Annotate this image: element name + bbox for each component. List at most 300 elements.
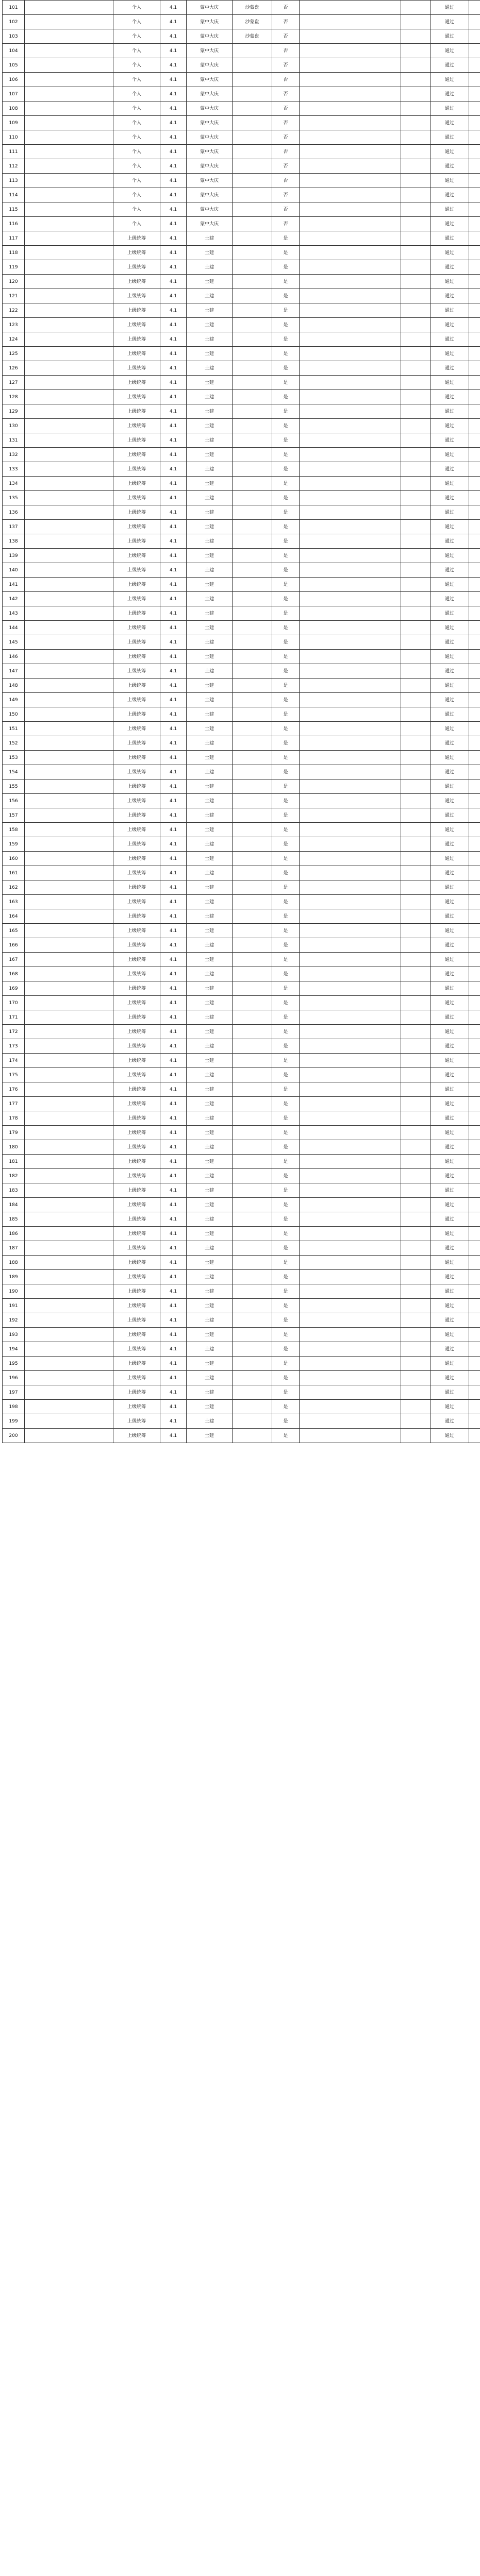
cell-description (300, 953, 401, 967)
cell-item-name (25, 202, 113, 217)
cell-row-number: 181 (3, 1155, 25, 1169)
cell-note (469, 462, 480, 477)
cell-remark (401, 1039, 431, 1054)
cell-score: 4.1 (160, 1400, 187, 1414)
cell-note (469, 880, 480, 895)
cell-flag: 是 (272, 1357, 300, 1371)
cell-description (300, 87, 401, 101)
cell-unit-type: 上级统筹 (113, 779, 160, 794)
cell-remark (401, 174, 431, 188)
cell-score: 4.1 (160, 664, 187, 679)
table-row (3, 246, 480, 260)
cell-score: 4.1 (160, 1, 187, 15)
table-row (3, 448, 480, 462)
table-row (3, 1270, 480, 1284)
cell-owner (233, 1429, 272, 1443)
cell-status: 通过 (431, 1429, 469, 1443)
cell-row-number: 109 (3, 116, 25, 130)
cell-score: 4.1 (160, 332, 187, 347)
table-row (3, 1313, 480, 1328)
cell-owner (233, 1111, 272, 1126)
cell-flag: 是 (272, 289, 300, 303)
cell-remark (401, 1212, 431, 1227)
cell-item-name (25, 938, 113, 953)
cell-unit-type: 上级统筹 (113, 592, 160, 606)
cell-unit-type: 个人 (113, 202, 160, 217)
cell-status: 通过 (431, 953, 469, 967)
cell-note (469, 1342, 480, 1357)
cell-score: 4.1 (160, 246, 187, 260)
cell-owner (233, 751, 272, 765)
cell-flag: 是 (272, 1270, 300, 1284)
table-row (3, 996, 480, 1010)
cell-remark (401, 419, 431, 433)
cell-status: 通过 (431, 1414, 469, 1429)
cell-status: 通过 (431, 217, 469, 231)
cell-flag: 是 (272, 1111, 300, 1126)
cell-owner (233, 852, 272, 866)
cell-flag: 否 (272, 58, 300, 73)
cell-remark (401, 1054, 431, 1068)
cell-note (469, 1068, 480, 1082)
table-row (3, 1429, 480, 1443)
cell-category: 土建 (187, 534, 233, 549)
table-row (3, 1414, 480, 1429)
table-row (3, 1342, 480, 1357)
cell-remark (401, 1155, 431, 1169)
cell-flag: 是 (272, 1198, 300, 1212)
cell-owner (233, 361, 272, 376)
cell-flag: 是 (272, 303, 300, 318)
cell-item-name (25, 1371, 113, 1385)
cell-flag: 是 (272, 332, 300, 347)
cell-score: 4.1 (160, 87, 187, 101)
cell-row-number: 144 (3, 621, 25, 635)
cell-category: 土建 (187, 592, 233, 606)
cell-remark (401, 361, 431, 376)
cell-row-number: 114 (3, 188, 25, 202)
cell-status: 通过 (431, 174, 469, 188)
cell-item-name (25, 448, 113, 462)
cell-unit-type: 上级统筹 (113, 578, 160, 592)
cell-row-number: 166 (3, 938, 25, 953)
cell-status: 通过 (431, 592, 469, 606)
cell-unit-type: 上级统筹 (113, 505, 160, 520)
cell-remark (401, 1140, 431, 1155)
cell-status: 通过 (431, 491, 469, 505)
cell-category: 土建 (187, 650, 233, 664)
cell-item-name (25, 1025, 113, 1039)
cell-note (469, 866, 480, 880)
cell-status: 通过 (431, 1097, 469, 1111)
cell-category: 土建 (187, 390, 233, 404)
cell-status: 通过 (431, 44, 469, 58)
cell-description (300, 1025, 401, 1039)
cell-owner: 沙蒙盘 (233, 1, 272, 15)
cell-category: 土建 (187, 491, 233, 505)
cell-status: 通过 (431, 1342, 469, 1357)
cell-category: 土建 (187, 996, 233, 1010)
cell-description (300, 895, 401, 909)
cell-row-number: 198 (3, 1400, 25, 1414)
cell-owner (233, 1342, 272, 1357)
cell-description (300, 462, 401, 477)
cell-flag: 是 (272, 736, 300, 751)
cell-remark (401, 1025, 431, 1039)
cell-unit-type: 上级统筹 (113, 419, 160, 433)
cell-status: 通过 (431, 145, 469, 159)
cell-flag: 是 (272, 260, 300, 275)
table-row (3, 534, 480, 549)
cell-category: 土建 (187, 880, 233, 895)
cell-score: 4.1 (160, 1183, 187, 1198)
cell-note (469, 808, 480, 823)
cell-remark (401, 1068, 431, 1082)
cell-category: 土建 (187, 289, 233, 303)
cell-score: 4.1 (160, 260, 187, 275)
cell-item-name (25, 1039, 113, 1054)
cell-status: 通过 (431, 15, 469, 29)
cell-row-number: 121 (3, 289, 25, 303)
cell-flag: 否 (272, 44, 300, 58)
cell-score: 4.1 (160, 448, 187, 462)
cell-description (300, 1126, 401, 1140)
cell-owner (233, 1414, 272, 1429)
cell-remark (401, 606, 431, 621)
cell-description (300, 606, 401, 621)
table-row (3, 1140, 480, 1155)
cell-status: 通过 (431, 722, 469, 736)
cell-description (300, 924, 401, 938)
cell-unit-type: 上级统筹 (113, 852, 160, 866)
cell-owner (233, 1140, 272, 1155)
data-table (2, 0, 480, 1443)
cell-score: 4.1 (160, 707, 187, 722)
cell-category: 蒙中大庆 (187, 188, 233, 202)
cell-score: 4.1 (160, 419, 187, 433)
cell-remark (401, 217, 431, 231)
cell-item-name (25, 29, 113, 44)
cell-owner (233, 1198, 272, 1212)
table-row (3, 880, 480, 895)
cell-row-number: 137 (3, 520, 25, 534)
cell-flag: 是 (272, 505, 300, 520)
cell-flag: 是 (272, 635, 300, 650)
cell-flag: 是 (272, 318, 300, 332)
cell-description (300, 679, 401, 693)
cell-flag: 是 (272, 1400, 300, 1414)
cell-remark (401, 1342, 431, 1357)
cell-note (469, 837, 480, 852)
cell-status: 通过 (431, 1126, 469, 1140)
cell-flag: 是 (272, 462, 300, 477)
cell-owner (233, 303, 272, 318)
cell-score: 4.1 (160, 592, 187, 606)
cell-score: 4.1 (160, 520, 187, 534)
cell-remark (401, 1429, 431, 1443)
cell-item-name (25, 1, 113, 15)
cell-score: 4.1 (160, 621, 187, 635)
cell-note (469, 722, 480, 736)
cell-unit-type: 上级统筹 (113, 448, 160, 462)
cell-owner (233, 1385, 272, 1400)
cell-unit-type: 上级统筹 (113, 1198, 160, 1212)
table-row (3, 1357, 480, 1371)
cell-status: 通过 (431, 130, 469, 145)
cell-flag: 是 (272, 967, 300, 981)
cell-flag: 是 (272, 953, 300, 967)
cell-unit-type: 个人 (113, 101, 160, 116)
cell-status: 通过 (431, 1155, 469, 1169)
cell-category: 土建 (187, 1385, 233, 1400)
cell-item-name (25, 650, 113, 664)
cell-owner (233, 981, 272, 996)
cell-unit-type: 上级统筹 (113, 361, 160, 376)
cell-note (469, 29, 480, 44)
cell-flag: 是 (272, 361, 300, 376)
cell-flag: 否 (272, 202, 300, 217)
cell-owner (233, 1082, 272, 1097)
cell-owner (233, 1212, 272, 1227)
cell-owner (233, 1183, 272, 1198)
cell-row-number: 168 (3, 967, 25, 981)
cell-item-name (25, 924, 113, 938)
cell-row-number: 148 (3, 679, 25, 693)
cell-category: 土建 (187, 505, 233, 520)
cell-status: 通过 (431, 1010, 469, 1025)
cell-note (469, 1256, 480, 1270)
cell-note (469, 1054, 480, 1068)
cell-unit-type: 上级统筹 (113, 1212, 160, 1227)
cell-owner (233, 1284, 272, 1299)
cell-flag: 是 (272, 1227, 300, 1241)
cell-note (469, 1313, 480, 1328)
cell-remark (401, 765, 431, 779)
cell-remark (401, 880, 431, 895)
table-row (3, 1400, 480, 1414)
cell-category: 土建 (187, 1313, 233, 1328)
cell-flag: 是 (272, 1328, 300, 1342)
cell-note (469, 1241, 480, 1256)
cell-unit-type: 上级统筹 (113, 1299, 160, 1313)
cell-row-number: 136 (3, 505, 25, 520)
cell-category: 土建 (187, 1256, 233, 1270)
cell-description (300, 1328, 401, 1342)
cell-status: 通过 (431, 101, 469, 116)
cell-score: 4.1 (160, 1385, 187, 1400)
cell-note (469, 794, 480, 808)
cell-flag: 是 (272, 1068, 300, 1082)
cell-owner (233, 895, 272, 909)
cell-unit-type: 上级统筹 (113, 1385, 160, 1400)
cell-description (300, 289, 401, 303)
cell-flag: 是 (272, 448, 300, 462)
cell-owner (233, 549, 272, 563)
cell-category: 土建 (187, 794, 233, 808)
cell-owner (233, 592, 272, 606)
cell-score: 4.1 (160, 794, 187, 808)
cell-owner (233, 650, 272, 664)
cell-note (469, 823, 480, 837)
cell-status: 通过 (431, 1227, 469, 1241)
cell-description (300, 1155, 401, 1169)
table-row (3, 563, 480, 578)
cell-row-number: 119 (3, 260, 25, 275)
cell-remark (401, 15, 431, 29)
cell-category: 土建 (187, 895, 233, 909)
cell-item-name (25, 433, 113, 448)
cell-unit-type: 上级统筹 (113, 477, 160, 491)
cell-item-name (25, 909, 113, 924)
cell-owner (233, 1155, 272, 1169)
cell-flag: 是 (272, 909, 300, 924)
cell-description (300, 1198, 401, 1212)
cell-owner (233, 823, 272, 837)
cell-description (300, 217, 401, 231)
table-row (3, 289, 480, 303)
cell-remark (401, 1385, 431, 1400)
cell-unit-type: 上级统筹 (113, 289, 160, 303)
cell-status: 通过 (431, 1111, 469, 1126)
cell-note (469, 1227, 480, 1241)
cell-flag: 是 (272, 924, 300, 938)
cell-remark (401, 1256, 431, 1270)
cell-unit-type: 上级统筹 (113, 231, 160, 246)
cell-score: 4.1 (160, 159, 187, 174)
cell-score: 4.1 (160, 188, 187, 202)
cell-remark (401, 1371, 431, 1385)
cell-row-number: 103 (3, 29, 25, 44)
cell-category: 土建 (187, 722, 233, 736)
cell-description (300, 1357, 401, 1371)
cell-unit-type: 上级统筹 (113, 347, 160, 361)
cell-note (469, 1010, 480, 1025)
cell-description (300, 866, 401, 880)
cell-score: 4.1 (160, 924, 187, 938)
cell-row-number: 170 (3, 996, 25, 1010)
cell-note (469, 1126, 480, 1140)
cell-description (300, 433, 401, 448)
table-row (3, 477, 480, 491)
cell-note (469, 924, 480, 938)
cell-item-name (25, 419, 113, 433)
cell-note (469, 1414, 480, 1429)
cell-remark (401, 520, 431, 534)
cell-owner (233, 938, 272, 953)
cell-owner: 沙蒙盘 (233, 29, 272, 44)
cell-item-name (25, 592, 113, 606)
cell-remark (401, 823, 431, 837)
cell-status: 通过 (431, 332, 469, 347)
cell-note (469, 736, 480, 751)
cell-item-name (25, 808, 113, 823)
cell-category: 土建 (187, 1126, 233, 1140)
cell-item-name (25, 895, 113, 909)
cell-remark (401, 981, 431, 996)
cell-category: 土建 (187, 621, 233, 635)
cell-category: 土建 (187, 1400, 233, 1414)
table-row (3, 1025, 480, 1039)
cell-owner (233, 765, 272, 779)
cell-unit-type: 上级统筹 (113, 866, 160, 880)
cell-description (300, 1284, 401, 1299)
cell-category: 土建 (187, 1328, 233, 1342)
cell-item-name (25, 1082, 113, 1097)
cell-category: 土建 (187, 852, 233, 866)
table-row (3, 404, 480, 419)
cell-row-number: 102 (3, 15, 25, 29)
cell-note (469, 347, 480, 361)
cell-item-name (25, 318, 113, 332)
table-row (3, 217, 480, 231)
cell-remark (401, 563, 431, 578)
cell-flag: 是 (272, 1126, 300, 1140)
cell-note (469, 1400, 480, 1414)
cell-row-number: 179 (3, 1126, 25, 1140)
cell-item-name (25, 866, 113, 880)
cell-flag: 是 (272, 534, 300, 549)
cell-owner (233, 808, 272, 823)
cell-category: 土建 (187, 260, 233, 275)
cell-owner (233, 159, 272, 174)
cell-row-number: 193 (3, 1328, 25, 1342)
cell-row-number: 149 (3, 693, 25, 707)
table-row (3, 895, 480, 909)
cell-flag: 是 (272, 664, 300, 679)
cell-unit-type: 上级统筹 (113, 823, 160, 837)
cell-remark (401, 390, 431, 404)
cell-category: 蒙中大庆 (187, 202, 233, 217)
cell-status: 通过 (431, 909, 469, 924)
cell-flag: 是 (272, 231, 300, 246)
cell-category: 土建 (187, 938, 233, 953)
cell-flag: 是 (272, 1169, 300, 1183)
cell-score: 4.1 (160, 1256, 187, 1270)
cell-unit-type: 上级统筹 (113, 303, 160, 318)
cell-item-name (25, 1241, 113, 1256)
cell-status: 通过 (431, 707, 469, 722)
cell-status: 通过 (431, 751, 469, 765)
cell-status: 通过 (431, 1198, 469, 1212)
cell-flag: 是 (272, 722, 300, 736)
cell-description (300, 1385, 401, 1400)
cell-remark (401, 318, 431, 332)
cell-item-name (25, 1097, 113, 1111)
cell-owner (233, 101, 272, 116)
cell-owner (233, 73, 272, 87)
table-row (3, 1039, 480, 1054)
cell-note (469, 101, 480, 116)
cell-status: 通过 (431, 794, 469, 808)
cell-score: 4.1 (160, 404, 187, 419)
cell-score: 4.1 (160, 1371, 187, 1385)
table-row (3, 116, 480, 130)
table-row (3, 823, 480, 837)
cell-status: 通过 (431, 549, 469, 563)
cell-description (300, 246, 401, 260)
cell-status: 通过 (431, 765, 469, 779)
cell-item-name (25, 779, 113, 794)
cell-item-name (25, 1400, 113, 1414)
cell-row-number: 120 (3, 275, 25, 289)
cell-status: 通过 (431, 1241, 469, 1256)
table-row (3, 866, 480, 880)
cell-category: 土建 (187, 1342, 233, 1357)
cell-unit-type: 上级统筹 (113, 909, 160, 924)
cell-flag: 是 (272, 679, 300, 693)
cell-remark (401, 909, 431, 924)
cell-note (469, 534, 480, 549)
